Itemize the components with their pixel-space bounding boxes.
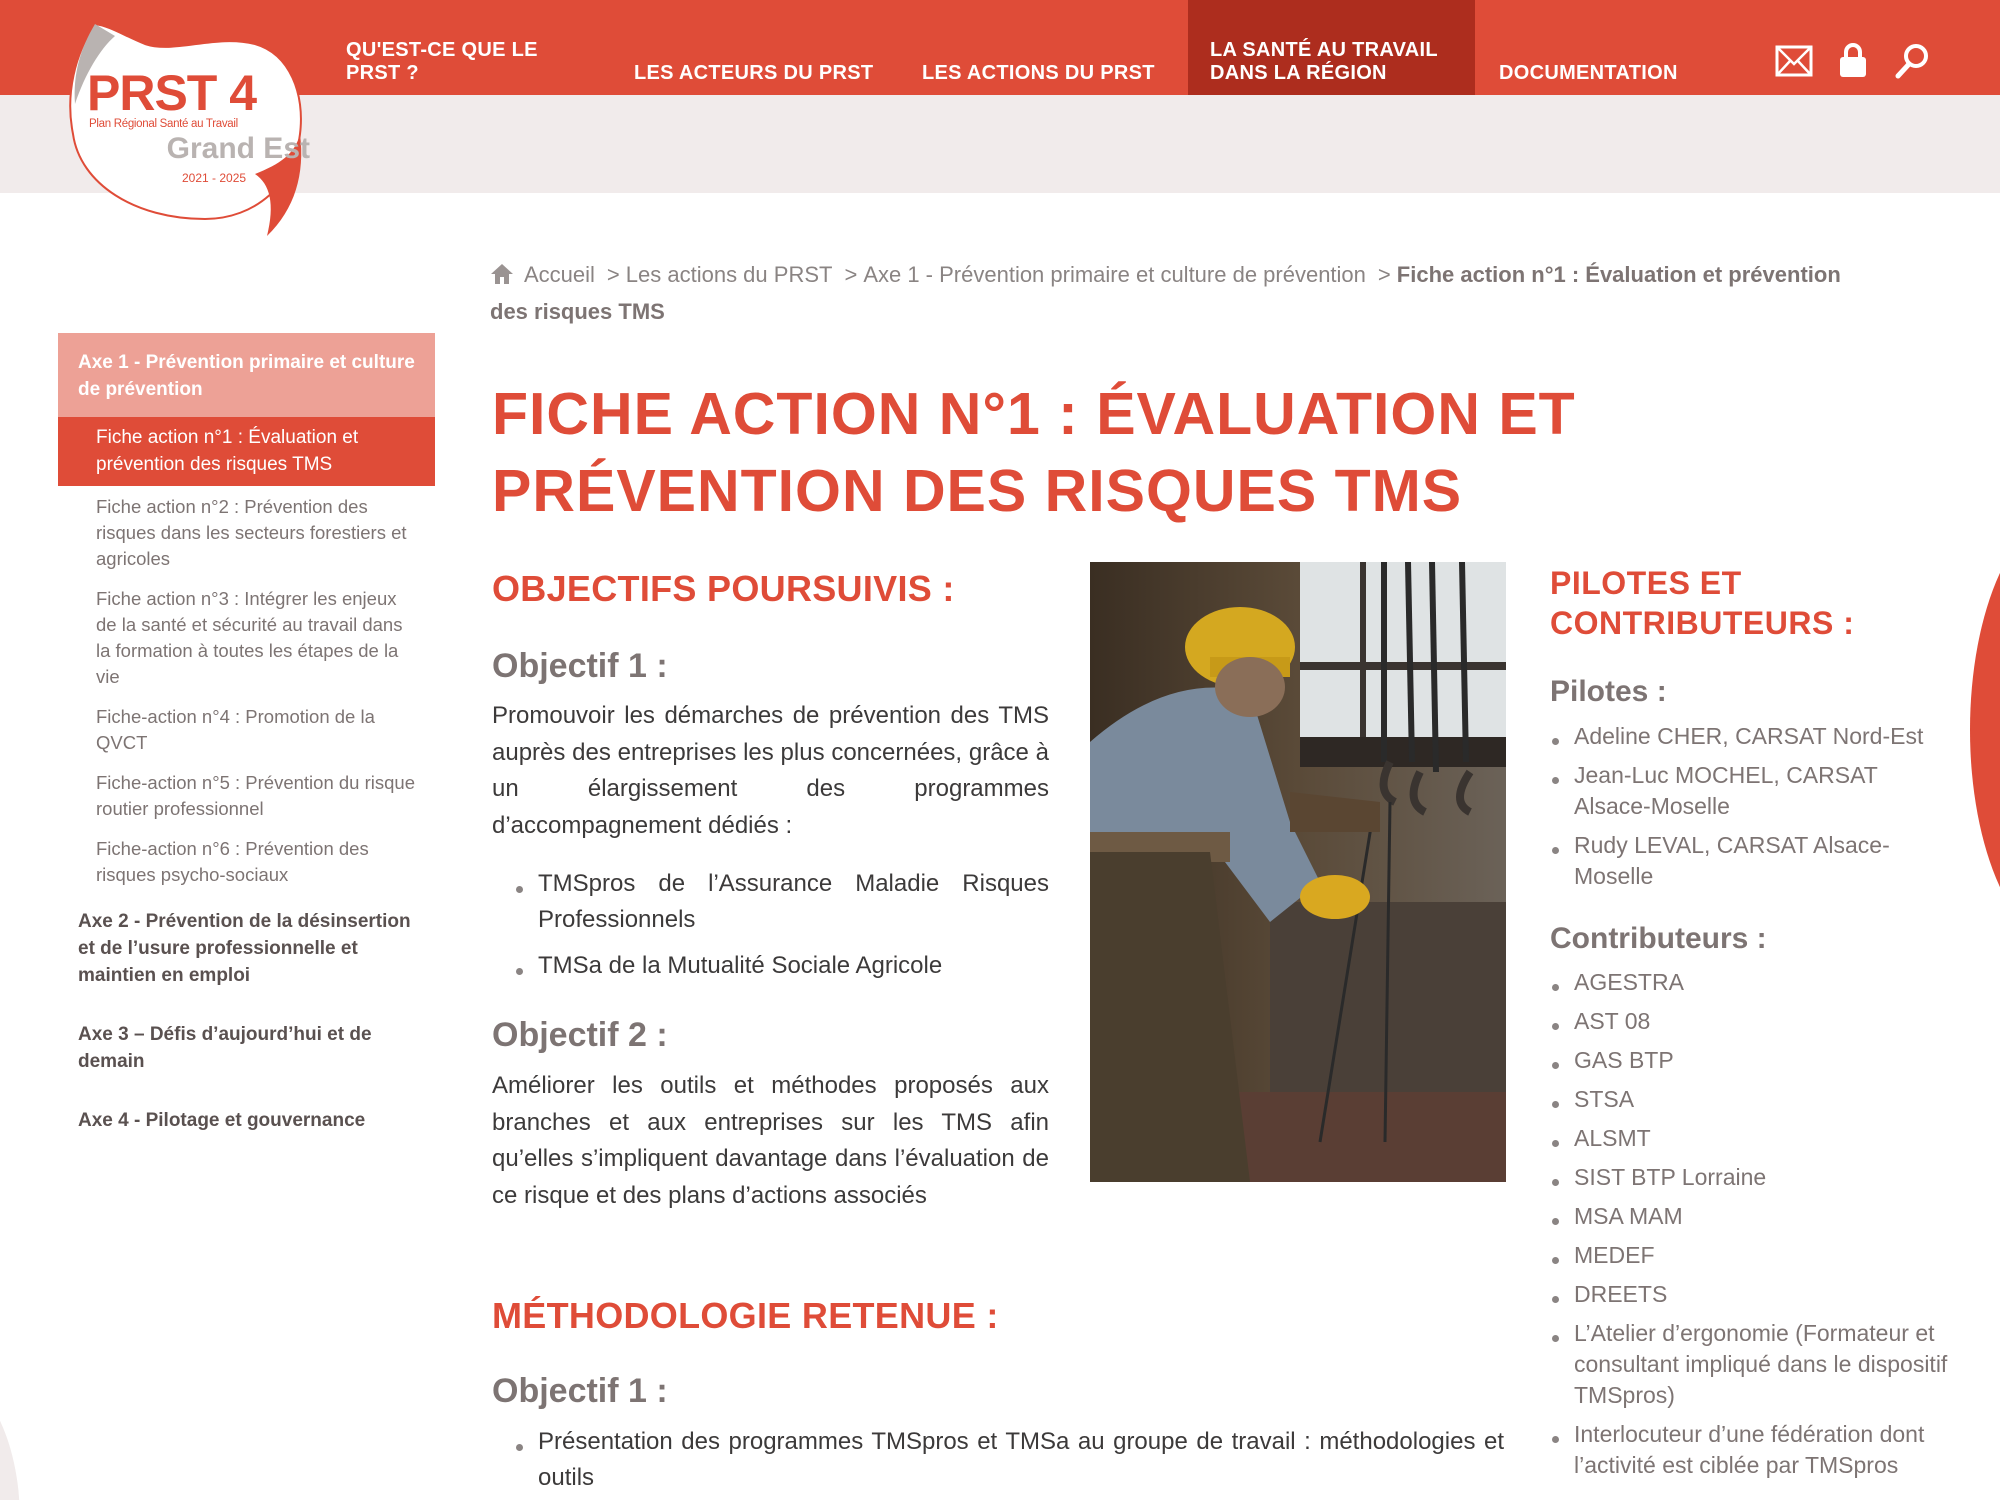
- objectif-1-text: Promouvoir les démarches de prévention des TMS auprès des entreprises les plus concernées, grâce à un élargissement des programmes d’accompagnement dédiés :: [492, 702, 1049, 839]
- nav-documentation[interactable]: DOCUMENTATION: [1499, 62, 1678, 84]
- list-item: ALSMT: [1550, 1123, 1950, 1154]
- list-item: Présentation des programmes TMSpros et TMSa au groupe de travail : méthodologies et outils: [492, 1424, 1504, 1496]
- logo-title: PRST 4: [87, 65, 257, 121]
- list-item: MSA MAM: [1550, 1201, 1950, 1232]
- breadcrumb-separator: >: [844, 262, 858, 287]
- sidebar-fiche-1[interactable]: Fiche action n°1 : Évaluation et prévention des risques TMS: [58, 417, 435, 486]
- list-item: GAS BTP: [1550, 1045, 1950, 1076]
- objectif-2-text: Améliorer les outils et méthodes proposés aux branches et aux entreprises sur les TMS afin qu’elles s’impliquent davantage dans l’évaluation de ce risque et des plans d’actions associés: [492, 1072, 1049, 1209]
- sidebar-fiche-5[interactable]: Fiche-action n°5 : Prévention du risque routier professionnel: [96, 772, 415, 819]
- logo-years: 2021 - 2025: [182, 171, 247, 185]
- objectifs-heading: OBJECTIFS POURSUIVIS :: [492, 568, 955, 609]
- list-item: Rudy LEVAL, CARSAT Alsace-Moselle: [1550, 830, 1950, 892]
- worker-photo: [1090, 562, 1506, 1182]
- sidebar-nav: [58, 333, 435, 1134]
- objectif-1-heading: Objectif 1 :: [492, 647, 668, 685]
- list-item: DREETS: [1550, 1279, 1950, 1310]
- sidebar-axe-2[interactable]: Axe 2 - Prévention de la désinsertion et de l’usure professionnelle et maintien en emploi: [78, 911, 411, 986]
- list-item: L’Atelier d’ergonomie (Formateur et consultant impliqué dans le dispositif TMSpros): [1550, 1318, 1950, 1411]
- list-item: MEDEF: [1550, 1240, 1950, 1271]
- decorative-shape-left: [0, 1370, 20, 1500]
- heading-text: PILOTES ET CONTRIBUTEURS :: [1550, 565, 1855, 641]
- sidebar-axe-1[interactable]: Axe 1 - Prévention primaire et culture de prévention: [58, 333, 435, 417]
- objectif-1-list: [492, 866, 1049, 994]
- breadcrumb-les-actions[interactable]: Les actions du PRST: [625, 262, 833, 287]
- breadcrumb-axe-1[interactable]: Axe 1 - Prévention primaire et culture de prévention: [863, 262, 1366, 287]
- breadcrumb-current: Fiche action n°1 : Évaluation et prévention des risques TMS: [490, 262, 1841, 324]
- list-item: STSA: [1550, 1084, 1950, 1115]
- lock-icon[interactable]: [1838, 42, 1868, 78]
- list-item: TMSpros de l’Assurance Maladie Risques Professionnels: [492, 866, 1049, 938]
- sidebar-fiche-6[interactable]: Fiche-action n°6 : Prévention des risques psycho-sociaux: [96, 838, 369, 885]
- methodo-objectif-1-heading: Objectif 1 :: [492, 1372, 668, 1410]
- list-item: AST 08: [1550, 1006, 1950, 1037]
- pilotes-contributeurs-heading: [1550, 563, 1870, 643]
- breadcrumb-accueil[interactable]: Accueil: [524, 262, 595, 287]
- methodo-objectif-1-list: [492, 1424, 1504, 1500]
- site-logo[interactable]: [55, 14, 315, 244]
- page-title: FICHE ACTION N°1 : ÉVALUATION ET PRÉVENTION DES RISQUES TMS: [492, 381, 1576, 524]
- logo-subtitle: Plan Régional Santé au Travail: [89, 118, 238, 130]
- breadcrumb-separator: >: [606, 262, 620, 287]
- sidebar-axe-4[interactable]: Axe 4 - Pilotage et gouvernance: [78, 1110, 366, 1131]
- sidebar-fiche-3[interactable]: Fiche action n°3 : Intégrer les enjeux de la santé et sécurité au travail dans la formation à toutes les étapes de la vie: [96, 588, 403, 687]
- sidebar-axe-3[interactable]: Axe 3 – Défis d’aujourd’hui et de demain: [78, 1024, 372, 1072]
- nav-les-acteurs[interactable]: LES ACTEURS DU PRST: [634, 62, 874, 84]
- contributeurs-heading: Contributeurs :: [1550, 922, 1767, 955]
- search-icon[interactable]: [1894, 42, 1930, 80]
- list-item: SIST BTP Lorraine: [1550, 1162, 1950, 1193]
- breadcrumb: [490, 258, 1870, 329]
- objectif-2-heading: Objectif 2 :: [492, 1016, 668, 1054]
- contributeurs-list: [1550, 967, 1950, 1489]
- sidebar-fiche-4[interactable]: Fiche-action n°4 : Promotion de la QVCT: [96, 706, 375, 753]
- pilotes-list: [1550, 721, 1950, 900]
- mail-icon[interactable]: [1775, 44, 1813, 78]
- home-icon[interactable]: [490, 261, 516, 295]
- nav-quest-ce-que-le-prst[interactable]: QU'EST-CE QUE LE PRST ?: [346, 39, 538, 84]
- list-item: Jean-Luc MOCHEL, CARSAT Alsace-Moselle: [1550, 760, 1950, 822]
- list-item: Interlocuteur d’une fédération dont l’activité est ciblée par TMSpros: [1550, 1419, 1950, 1481]
- list-item: AGESTRA: [1550, 967, 1950, 998]
- breadcrumb-separator: >: [1377, 262, 1391, 287]
- pilotes-heading: Pilotes :: [1550, 675, 1667, 708]
- list-item: Adeline CHER, CARSAT Nord-Est: [1550, 721, 1950, 752]
- decorative-shape-right: [1970, 510, 2000, 950]
- nav-sante-au-travail-region[interactable]: LA SANTÉ AU TRAVAIL DANS LA RÉGION: [1188, 0, 1475, 95]
- list-item: TMSa de la Mutualité Sociale Agricole: [492, 948, 1049, 984]
- nav-les-actions[interactable]: LES ACTIONS DU PRST: [922, 62, 1155, 84]
- methodologie-heading: MÉTHODOLOGIE RETENUE :: [492, 1295, 999, 1336]
- sidebar-fiche-2[interactable]: Fiche action n°2 : Prévention des risques dans les secteurs forestiers et agricoles: [96, 496, 407, 569]
- logo-region: Grand Est: [166, 132, 310, 165]
